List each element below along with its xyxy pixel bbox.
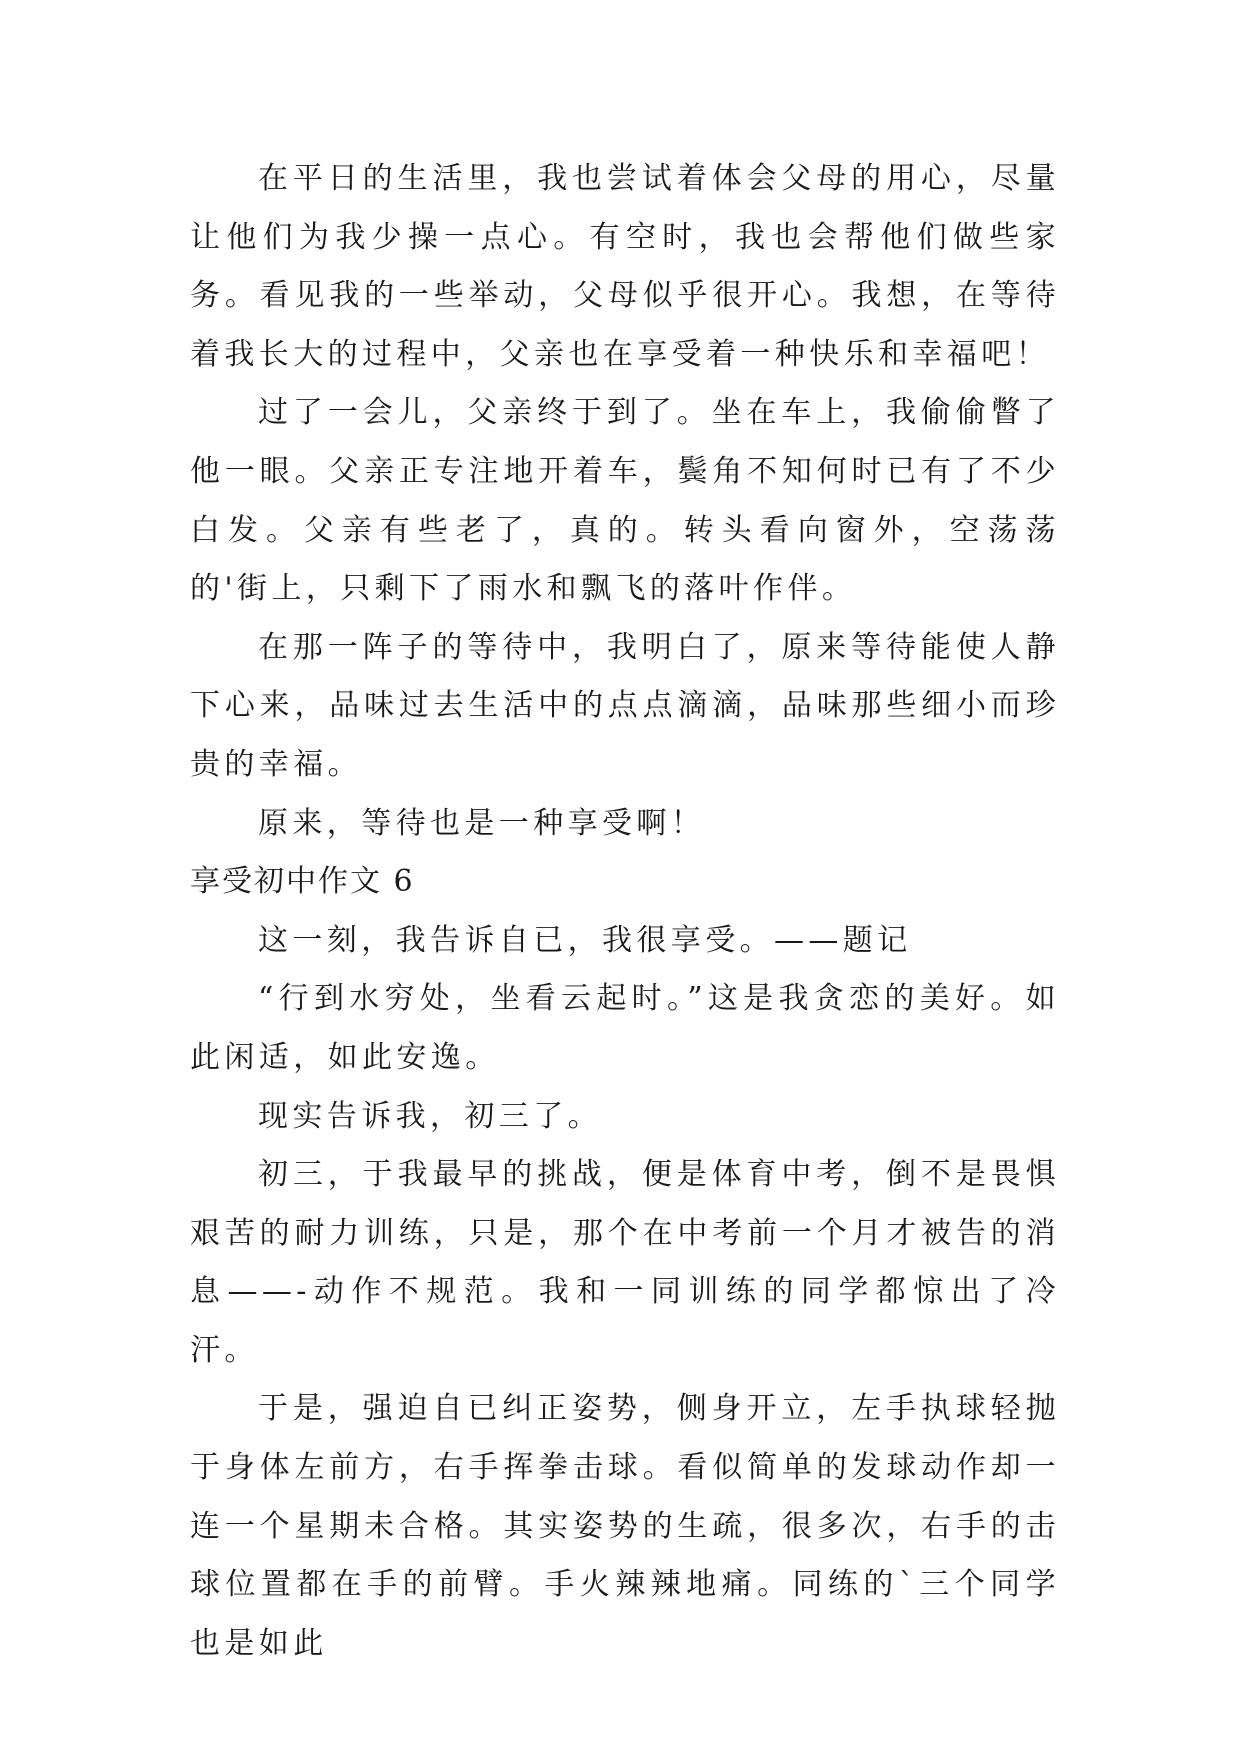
section-title: 享受初中作文 6 (190, 864, 415, 900)
paragraph-serve-practice: 于是，强迫自已纠正姿势，侧身开立，左手执球轻抛于身体左前方，右手挥拳击球。看似简单的发球动作却一连一个星期未合格。其实姿势的生疏，很多次，右手的击球位置都在手的前臂。手火辣辣地痛。同练的`三个同学也是如此 (190, 1391, 1060, 1661)
paragraph-epigraph: 这一刻，我告诉自已，我很享受。——题记 (258, 922, 912, 958)
paragraph-parents-care: 在平日的生活里，我也尝试着体会父母的用心，尽量让他们为我少操一点心。有空时，我也会帮他们做些家务。看见我的一些举动，父母似乎很开心。我想，在等待着我长大的过程中，父亲也在享受着一种快乐和幸福吧！ (190, 161, 1060, 372)
paragraph-pe-exam: 初三，于我最早的挑战，便是体育中考，倒不是畏惧艰苦的耐力训练，只是，那个在中考前一个月才被告的消息——-动作不规范。我和一同训练的同学都惊出了冷汗。 (190, 1157, 1060, 1368)
document-page (190, 150, 1060, 1673)
paragraph-reality: 现实告诉我，初三了。 (258, 1098, 602, 1134)
paragraph-conclusion: 原来，等待也是一种享受啊！ (258, 805, 706, 841)
paragraph-poem-quote: “行到水穷处，坐看云起时。”这是我贪恋的美好。如此闲适，如此安逸。 (190, 981, 1060, 1075)
paragraph-waiting-lesson: 在那一阵子的等待中，我明白了，原来等待能使人静下心来，品味过去生活中的点点滴滴，品味那些细小而珍贵的幸福。 (190, 629, 1060, 782)
paragraph-father-arrives: 过了一会儿，父亲终于到了。坐在车上，我偷偷瞥了他一眼。父亲正专注地开着车，鬓角不知何时已有了不少白发。父亲有些老了，真的。转头看向窗外，空荡荡的'街上，只剩下了雨水和飘飞的落叶作伴。 (190, 395, 1060, 607)
